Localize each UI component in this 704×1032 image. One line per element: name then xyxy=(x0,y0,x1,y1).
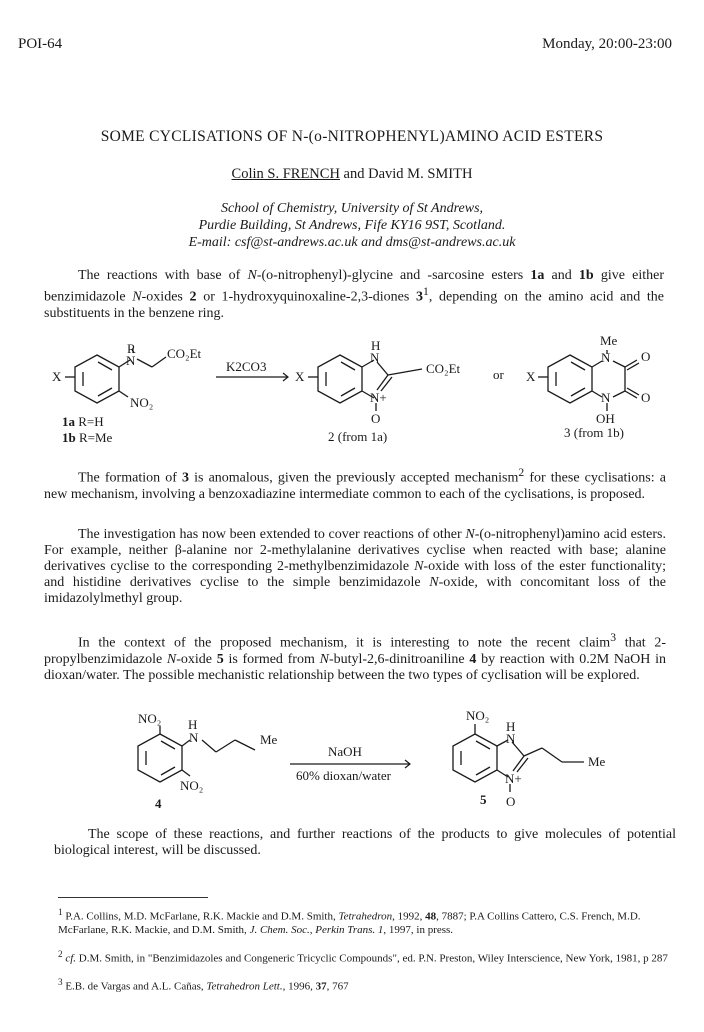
svg-text:R: R xyxy=(127,341,136,356)
compound-3-structure xyxy=(538,350,639,411)
svg-text:1b R=Me xyxy=(62,430,113,445)
affiliation-line-2: Purdie Building, St Andrews, Fife KY16 9ST, Scotland. xyxy=(198,218,506,233)
svg-text:N: N xyxy=(370,350,380,365)
svg-text:CO₂Et: CO₂Et xyxy=(426,361,461,376)
paragraph-4: In the context of the proposed mechanism, it is interesting to note the recent claim$^3$ that 2-propylbenzimidazole N-oxide 5 is formed from N-butyl-2,6-dinitroaniline 4 by reaction with 0.2M NaOH in dioxan/water. The possible mechanistic relationship between the two types of cyclisation will be explored. xyxy=(44,631,667,683)
reaction-arrow-1 xyxy=(216,373,288,381)
session-code: POI-64 xyxy=(18,36,63,52)
svg-text:N: N xyxy=(601,390,611,405)
svg-text:X: X xyxy=(52,369,62,384)
svg-text:N: N xyxy=(126,353,136,368)
svg-text:1a R=H xyxy=(62,414,104,429)
reaction-scheme-2 xyxy=(110,702,650,814)
svg-text:H: H xyxy=(188,717,198,732)
svg-text:O: O xyxy=(641,390,651,405)
author-2: David M. SMITH xyxy=(368,166,473,182)
svg-text:NO₂: NO₂ xyxy=(138,711,162,726)
footnote-2: $^2$ cf. D.M. Smith, in "Benzimidazoles and Congeneric Tricyclic Compounds", ed. P.N. Preston, Wiley Interscience, New York, 1981, p 287 xyxy=(58,949,668,965)
svg-text:H: H xyxy=(506,719,516,734)
svg-text:O: O xyxy=(641,349,651,364)
svg-text:N: N xyxy=(506,731,516,746)
label-1a-r: R=H xyxy=(78,414,104,429)
svg-text:Me: Me xyxy=(600,333,618,348)
reagent-k2co3: K2CO3 xyxy=(226,359,267,374)
label-1a: 1a xyxy=(62,414,75,429)
paragraph-1: The reactions with base of N-(o-nitrophenyl)-glycine and -sarcosine esters 1a and 1b give either benzimidazole N-oxides 2 or 1-hydroxyquinoxaline-2,3-diones $3^1$, depending on the amino acid and the substituents in the benzene ring. xyxy=(44,268,664,321)
label-compound-4: 4 xyxy=(155,796,162,811)
authors xyxy=(0,166,704,183)
svg-text:NO₂: NO₂ xyxy=(130,395,154,410)
svg-text:CO₂Et: CO₂Et xyxy=(167,346,202,361)
compound-2-structure xyxy=(308,355,422,411)
svg-text:OH: OH xyxy=(596,411,615,426)
svg-text:X: X xyxy=(526,369,536,384)
or-label: or xyxy=(493,367,504,382)
caption-compound-3: 3 (from 1b) xyxy=(564,425,624,440)
svg-text:N: N xyxy=(189,730,199,745)
footnote-3: $^3$ E.B. de Vargas and A.L. Cañas, Tetrahedron Lett., 1996, 37, 767 xyxy=(58,977,349,993)
paragraph-5: The scope of these reactions, and further reactions of the products to give molecules of potential biological interest, will be discussed. xyxy=(54,827,676,858)
svg-text:Me: Me xyxy=(588,754,606,769)
label-compound-5: 5 xyxy=(480,792,487,807)
conditions-text: 60% dioxan/water xyxy=(296,768,391,783)
affiliation-email: E-mail: csf@st-andrews.ac.uk and dms@st-andrews.ac.uk xyxy=(188,235,516,250)
svg-text:O: O xyxy=(371,411,381,426)
footnote-1: $^1$ P.A. Collins, M.D. McFarlane, R.K. Mackie and D.M. Smith, Tetrahedron, 1992, 48, 7887; P.A Collins Cattero, C.S. French, M.D. McFarlane, R.K. Mackie, and D.M. Smith, J. Chem. Soc., Perkin Trans. 1, 1997, in press. xyxy=(58,907,641,936)
reaction-arrow-2 xyxy=(290,760,410,768)
svg-text:NO₂: NO₂ xyxy=(466,708,490,723)
paper-title: SOME CYCLISATIONS OF N-(o-NITROPHENYL)AMINO ACID ESTERS xyxy=(100,128,604,145)
reagent-naoh: NaOH xyxy=(328,744,362,759)
session-time: Monday, 20:00-23:00 xyxy=(542,36,672,52)
paragraph-2: The formation of 3 is anomalous, given the previously accepted mechanism$^2$ for these cyclisations: a new mechanism, involving a benzoxadiazine intermediate common to each of the cyclisations, is proposed. xyxy=(44,466,666,502)
author-and: and xyxy=(343,166,365,182)
svg-text:O: O xyxy=(506,794,516,809)
svg-text:N: N xyxy=(601,350,611,365)
paragraph-3: The investigation has now been extended to cover reactions of other N-(o-nitrophenyl)amino acid esters. For example, neither β-alanine nor 2-methylalanine derivatives cyclise when reacted with base; alanine derivatives cyclise to the corresponding 2-methylbenzimidazole N-oxide with loss of the ester functionality; and histidine derivatives cyclise to the simple benzimidazole N-oxide, with concomitant loss of the imidazolylmethyl group. xyxy=(44,527,667,606)
affiliation-line-1: School of Chemistry, University of St Andrews, xyxy=(220,201,484,216)
author-1: Colin S. FRENCH xyxy=(231,166,340,182)
footnote-rule xyxy=(58,897,208,898)
caption-compound-2: 2 (from 1a) xyxy=(328,429,388,444)
svg-text:N+: N+ xyxy=(370,390,387,405)
svg-text:NO₂: NO₂ xyxy=(180,778,204,793)
label-1b: 1b xyxy=(62,430,76,445)
svg-text:N+: N+ xyxy=(505,771,522,786)
svg-text:Me: Me xyxy=(260,732,278,747)
reaction-scheme-1 xyxy=(40,325,680,450)
svg-text:H: H xyxy=(371,338,381,353)
svg-text:X: X xyxy=(295,369,305,384)
label-1b-r: R=Me xyxy=(78,430,113,445)
